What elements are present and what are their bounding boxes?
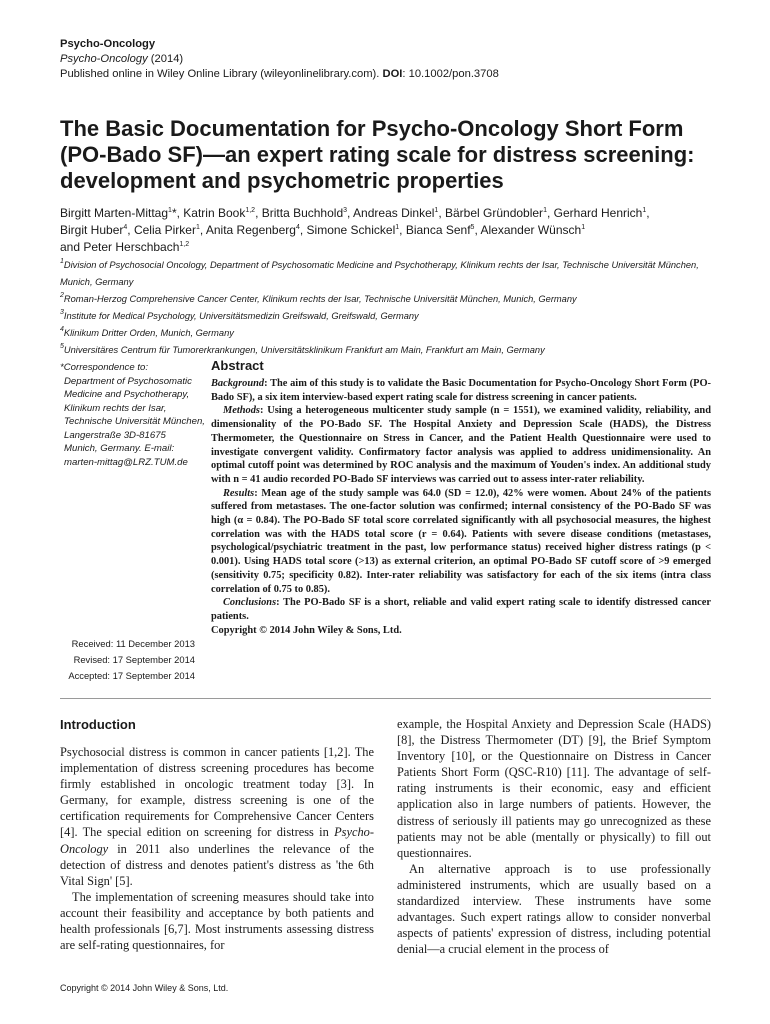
doi-label: DOI [382, 68, 403, 80]
correspondence-line: Klinikum rechts der Isar, [64, 402, 167, 414]
affiliation: $^2$Roman-Herzog Comprehensive Cancer Center, Klinikum rechts der Isar, Technische Universität München, Munich, Germany [60, 292, 577, 304]
author: Katrin Book$^{1,2}$, [183, 206, 262, 220]
abstract-conclusions: Conclusions: The PO-Bado SF is a short, reliable and valid expert rating scale to identify distressed cancer patients. [211, 597, 711, 622]
revised-date: Revised: 17 September 2014 [73, 654, 195, 665]
journal-header [60, 37, 720, 82]
author: Britta Buchhold$^3$, [261, 206, 354, 220]
author: Bianca Senf$^5$, [405, 223, 481, 237]
affiliation: $^4$Klinikum Dritter Orden, Munich, Germany [60, 326, 234, 338]
abstract-background: Background: The aim of this study is to validate the Basic Documentation for Psycho-Oncology Short Form (PO-Bado SF), a six item interview-based expert rating scale for distress screening in cancer patients. [211, 378, 711, 403]
author: Bärbel Gründobler$^1$, [445, 206, 554, 220]
publication-info [60, 67, 720, 82]
affiliations [60, 257, 720, 359]
affiliation: $^5$Universitäres Centrum für Tumorerkrankungen, Universitätsklinikum Frankfurt am Main, Frankfurt am Main, Germany [60, 343, 545, 355]
author: Alexander Wünsch$^1$ [480, 223, 586, 237]
author: Anita Regenberg$^4$, [205, 223, 307, 237]
abstract-results: Results: Mean age of the study sample was 64.0 (SD = 12.0), 42% were women. About 24% of the patients suffered from metastases. The one-factor solution was confirmed; internal consistency of the PO-Bado SF was high (α = 0.84). The PO-Bado SF total score correlated significantly with all psychosocial measures, the highest correlation was with the HADS total score (r = 0.64). Patients with severe disease conditions (metastases, psychological/psychiatric treatment in the past, low performance status) received higher distress ratings (p < 0.001). Using HADS total score (>13) as external criterion, an optimal PO-Bado SF cutoff score of >9 emerged (sensitivity 0.75; specificity 0.82). Inter-rater reliability was satisfactory for each of the six items (intra class correlation of 0.75 to 0.85). [211, 487, 711, 595]
author: Birgit Huber$^4$, [60, 223, 134, 237]
author: and Peter Herschbach$^{1,2}$ [60, 240, 190, 254]
journal-citation [60, 52, 720, 67]
page-footer: Copyright © 2014 John Wiley & Sons, Ltd. [60, 983, 229, 993]
article-title: The Basic Documentation for Psycho-Oncology Short Form (PO-Bado SF)—an expert rating scale for distress screening: development and psychometric properties [60, 116, 695, 193]
accepted-date: Accepted: 17 September 2014 [68, 670, 195, 681]
abstract [211, 358, 711, 637]
article-dates [60, 636, 195, 684]
correspondence-line: Langerstraße 3D-81675 [64, 429, 166, 441]
body-paragraph: The implementation of screening measures should take into account their feasibility and acceptance by both patients and health professionals [6,7]. Most instruments assessing distress are self-rating questionnaires, for [60, 889, 374, 953]
body-column-right [397, 716, 711, 957]
body-paragraph: example, the Hospital Anxiety and Depression Scale (HADS) [8], the Distress Thermometer (DT) [9], the Brief Symptom Inventory [10], or the Questionnaire on Distress in Cancer Patients Short Form (QSC-R10) [11]. The advantage of self-rating instruments is their economic, easy and efficient application also in large numbers of patients. However, the distress of seriously ill patients may go unrecognized as these patients may not be able (mentally or physically) to fill out questionnaires. [397, 717, 711, 860]
body-paragraph: An alternative approach is to use professionally administered instruments, which are usually based on a standardized interview. These instruments have some advantages. Such expert ratings allow to consider nonverbal aspects of patients' expression of distress, including potential denial—a crucial element in the process of [397, 861, 711, 957]
body-column-left [60, 716, 374, 953]
abstract-methods: Methods: Using a heterogeneous multicenter study sample (n = 1551), we examined validity, reliability, and dimensionality of the PO-Bado SF. The Hospital Anxiety and Depression Scale (HADS), the Distress Thermometer, the Questionnaire on Stress in Cancer, and the Patient Health Questionnaire were used to investigate convergent validity. Confirmatory factor analysis was applied to address unidimensionality. An optimal cutoff point was determined by ROC analysis and the maximum of Youden's index. An additional study with n = 41 audio recorded PO-Bado SF interviews was carried out to assess inter-rater reliability. [211, 405, 711, 485]
author: Simone Schickel$^1$, [306, 223, 406, 237]
section-divider [60, 698, 711, 699]
correspondence-email[interactable]: marten-mittag@LRZ.TUM.de [64, 456, 188, 468]
received-date: Received: 11 December 2013 [71, 638, 195, 649]
doi-value[interactable]: : 10.1002/pon.3708 [402, 68, 499, 80]
correspondence-heading: *Correspondence to: [60, 362, 148, 373]
author: Birgitt Marten-Mittag$^1$*, [60, 206, 184, 220]
citation-journal: Psycho-Oncology [60, 53, 148, 65]
affiliation: $^3$Institute for Medical Psychology, Universitätsmedizin Greifswald, Greifswald, Germany [60, 309, 419, 321]
introduction-heading: Introduction [60, 717, 136, 732]
published-online: Published online in Wiley Online Library (wileyonlinelibrary.com). [60, 68, 380, 80]
author: Celia Pirker$^1$, [133, 223, 206, 237]
abstract-heading: Abstract [211, 358, 264, 373]
abstract-copyright: Copyright © 2014 John Wiley & Sons, Ltd. [211, 624, 402, 636]
body-paragraph: Psychosocial distress is common in cancer patients [1,2]. The implementation of distress screening procedures has become firmly established in oncologic treatment today [3]. In Germany, for example, distress screening is one of the certification requirements for Comprehensive Cancer Centers [4]. The special edition on screening for distress in Psycho-Oncology in 2011 also underlines the relevance of the detection of distress and denotes patient's distress as 'the 6th Vital Sign' [5]. [60, 745, 374, 888]
author: Andreas Dinkel$^1$, [353, 206, 445, 220]
journal-name: Psycho-Oncology [60, 38, 156, 50]
correspondence-line: Department of Psychosomatic [64, 375, 192, 387]
correspondence-line: Medicine and Psychotherapy, [64, 389, 190, 400]
correspondence-line: Munich, Germany. E-mail: [64, 443, 175, 454]
author-list [60, 205, 720, 256]
correspondence-line: Technische Universität München, [64, 416, 205, 427]
correspondence [60, 361, 205, 469]
author: Gerhard Henrich$^1$, [553, 206, 650, 220]
affiliation: $^1$Division of Psychosocial Oncology, Department of Psychosomatic Medicine and Psychotherapy, Klinikum rechts der Isar, Technische Universität München, Munich, Germany [60, 258, 699, 287]
citation-year: (2014) [150, 53, 184, 65]
